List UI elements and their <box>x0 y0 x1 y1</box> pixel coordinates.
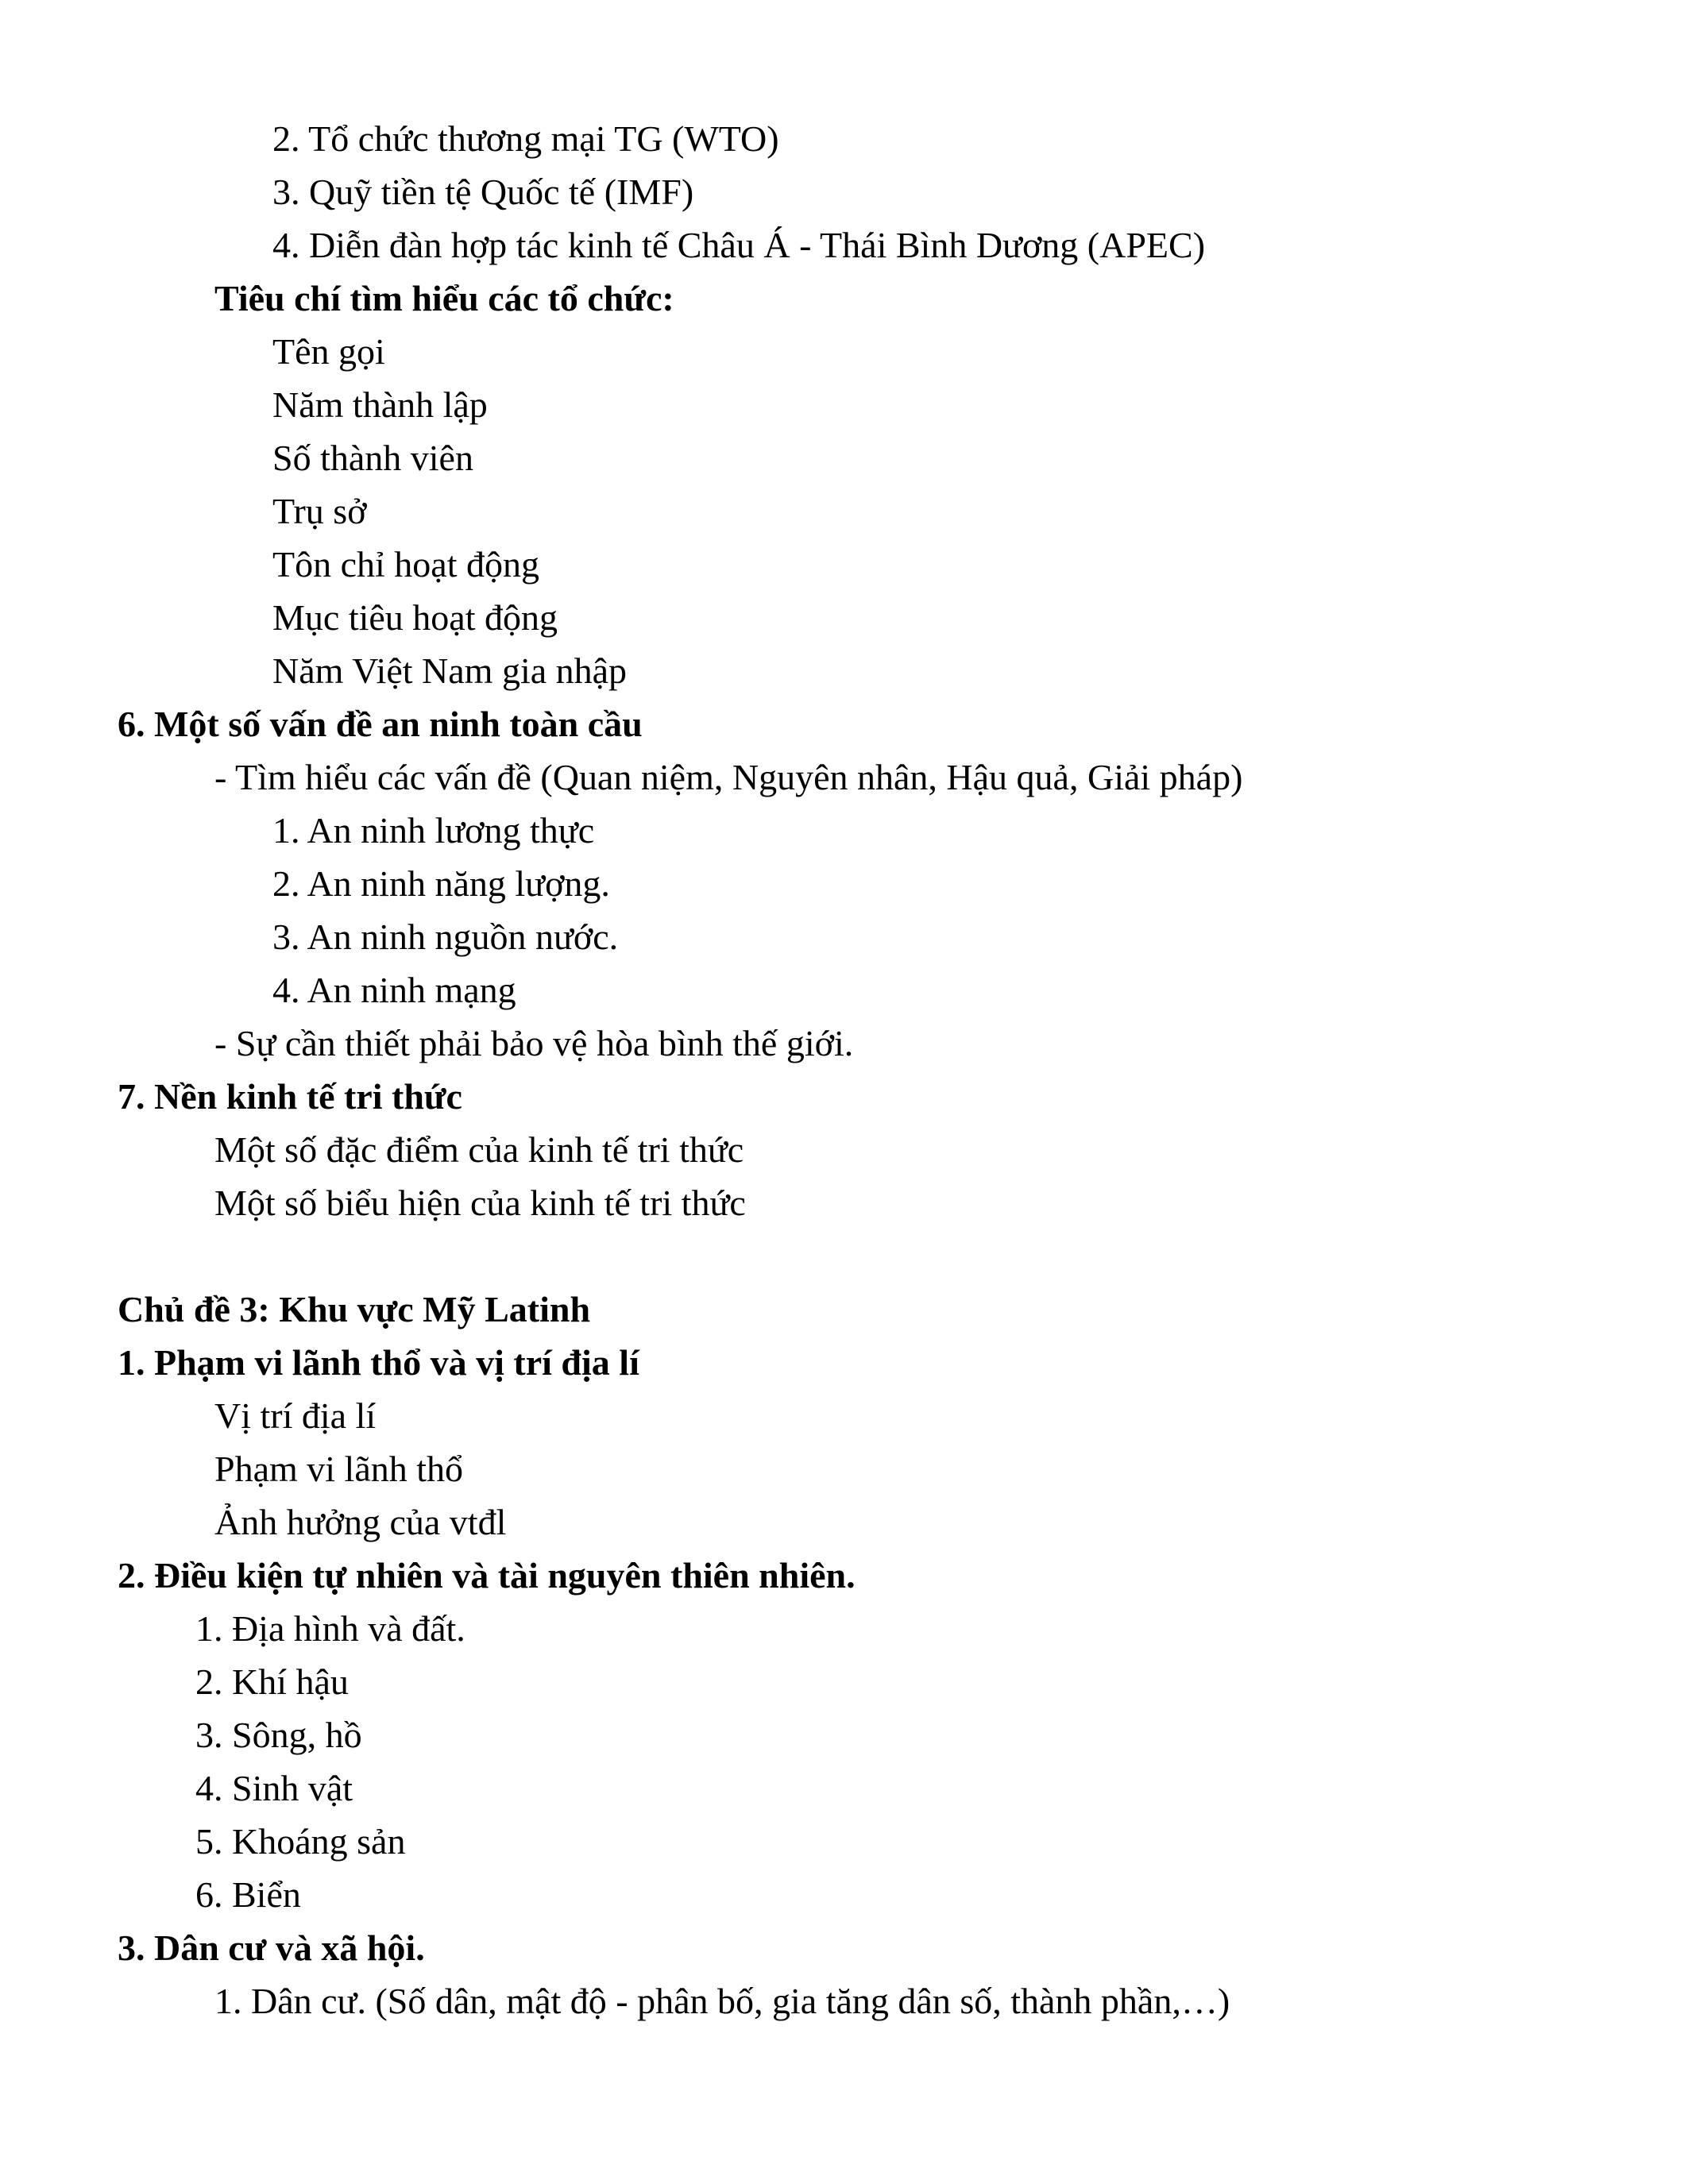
list-item: 4. Diễn đàn hợp tác kinh tế Châu Á - Thái Bình Dương (APEC) <box>272 225 1206 265</box>
list-item: 2. Tổ chức thương mại TG (WTO) <box>272 118 779 159</box>
list-item: 3. Sông, hồ <box>195 1715 362 1755</box>
list-item: 1. An ninh lương thực <box>272 810 595 851</box>
section-heading: 3. Dân cư và xã hội. <box>118 1927 425 1968</box>
list-item: 1. Dân cư. (Số dân, mật độ - phân bố, gia tăng dân số, thành phần,…) <box>214 1981 1230 2021</box>
list-item: - Tìm hiểu các vấn đề (Quan niệm, Nguyên nhân, Hậu quả, Giải pháp) <box>214 757 1243 797</box>
subheading: Tiêu chí tìm hiểu các tổ chức: <box>214 278 674 318</box>
topic-heading: Chủ đề 3: Khu vực Mỹ Latinh <box>118 1289 591 1329</box>
list-item: Mục tiêu hoạt động <box>272 597 558 638</box>
list-item: Một số biểu hiện của kinh tế tri thức <box>214 1183 746 1223</box>
section-heading: 1. Phạm vi lãnh thổ và vị trí địa lí <box>118 1342 639 1383</box>
blank-line <box>0 1229 1688 1283</box>
list-item: Trụ sở <box>272 491 367 531</box>
list-item: Một số đặc điểm của kinh tế tri thức <box>214 1129 744 1170</box>
list-item: Năm thành lập <box>272 384 488 425</box>
list-item: Ảnh hưởng của vtđl <box>214 1502 507 1542</box>
section-heading: 6. Một số vấn đề an ninh toàn cầu <box>118 704 643 744</box>
list-item: 6. Biển <box>195 1874 301 1915</box>
list-item: 2. Khí hậu <box>195 1661 349 1702</box>
list-item: Tôn chỉ hoạt động <box>272 544 539 585</box>
list-item: Tên gọi <box>272 331 385 372</box>
section-heading: 2. Điều kiện tự nhiên và tài nguyên thiên nhiên. <box>118 1555 856 1596</box>
list-item: 4. An ninh mạng <box>272 970 516 1010</box>
list-item: Vị trí địa lí <box>214 1395 377 1436</box>
list-item: Số thành viên <box>272 438 473 478</box>
document-page <box>0 112 1688 2028</box>
list-item: 4. Sinh vật <box>195 1768 353 1808</box>
list-item: - Sự cần thiết phải bảo vệ hòa bình thế giới. <box>214 1023 854 1063</box>
list-item: Năm Việt Nam gia nhập <box>272 650 628 691</box>
list-item: 5. Khoáng sản <box>195 1821 406 1862</box>
section-heading: 7. Nền kinh tế tri thức <box>118 1076 462 1117</box>
list-item: 3. An ninh nguồn nước. <box>272 916 619 957</box>
list-item: Phạm vi lãnh thổ <box>214 1449 464 1489</box>
list-item: 2. An ninh năng lượng. <box>272 863 610 904</box>
list-item: 3. Quỹ tiền tệ Quốc tế (IMF) <box>272 172 694 212</box>
list-item: 1. Địa hình và đất. <box>195 1608 465 1649</box>
